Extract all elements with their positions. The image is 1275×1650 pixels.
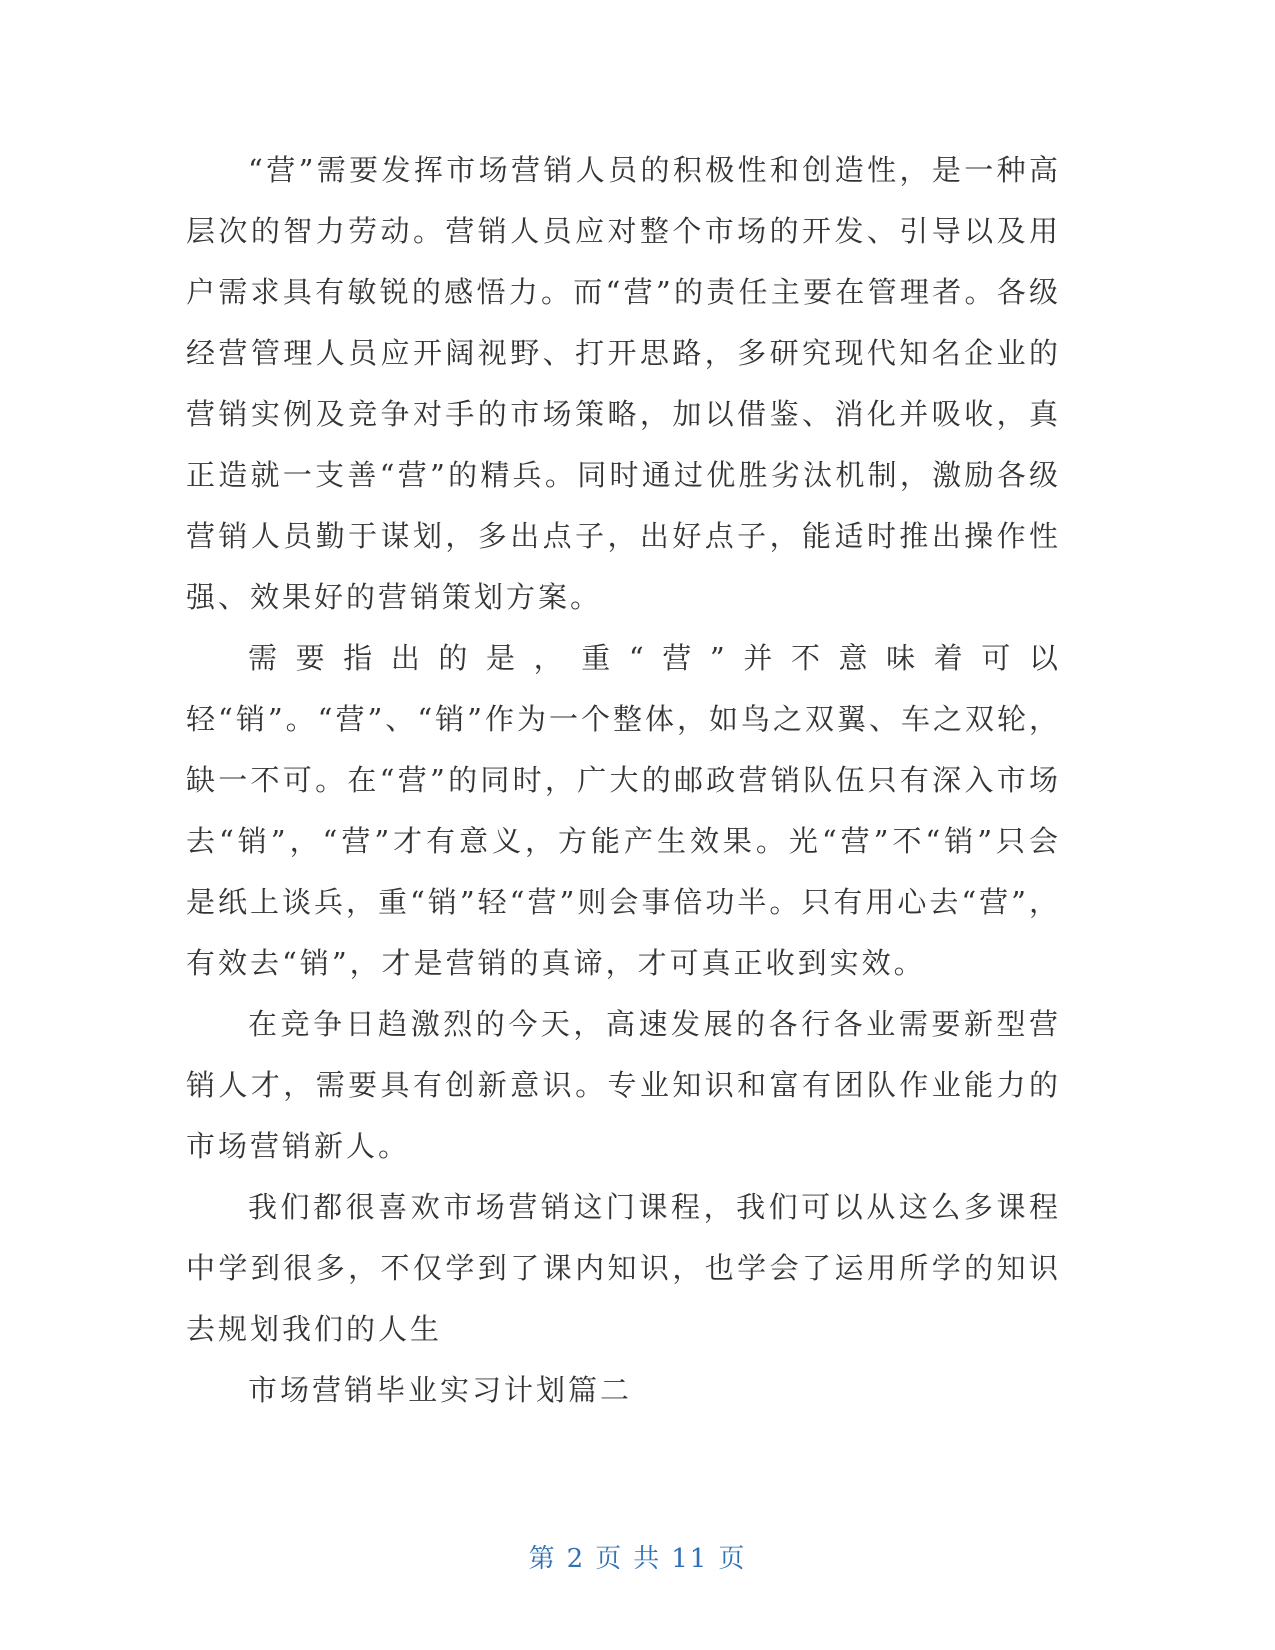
footer-total-pages: 11: [671, 1544, 709, 1574]
footer-prefix: 第: [528, 1544, 557, 1574]
paragraph-ying-xiao-balance: 需要指出的是，重“营”并不意味着可以轻“销”。“营”、“销”作为一个整体，如鸟之双翼、车之双轮，缺一不可。在“营”的同时，广大的邮政营销队伍只有深入市场去“销”，“营”才有意义，方能产生效果。光“营”不“销”只会是纸上谈兵，重“销”轻“营”则会事倍功半。只有用心去“营”，有效去“销”，才是营销的真谛，才可真正收到实效。: [186, 641, 1061, 980]
footer-total-word: 共: [633, 1544, 662, 1574]
paragraph-ying-role: “营”需要发挥市场营销人员的积极性和创造性，是一种高层次的智力劳动。营销人员应对整个市场的开发、引导以及用户需求具有敏锐的感悟力。而“营”的责任主要在管理者。各级经营管理人员应开阔视野、打开思路，多研究现代知名企业的营销实例及竞争对手的市场策略，加以借鉴、消化并吸收，真正造就一支善“营”的精兵。同时通过优胜劣汰机制，激励各级营销人员勤于谋划，多出点子，出好点子，能适时推出操作性强、效果好的营销策划方案。: [186, 153, 1061, 614]
footer-suffix: 页: [718, 1544, 747, 1574]
footer-page-word: 页: [595, 1544, 624, 1574]
paragraph-new-talent: 在竞争日趋激烈的今天，高速发展的各行各业需要新型营销人才，需要具有创新意识。专业知识和富有团队作业能力的市场营销新人。: [186, 1007, 1061, 1163]
section-heading: 市场营销毕业实习计划篇二: [248, 1373, 633, 1407]
footer-current-page: 2: [566, 1544, 586, 1574]
document-body: [186, 140, 1061, 1421]
paragraph-course-reflection: 我们都很喜欢市场营销这门课程，我们可以从这么多课程中学到很多，不仅学到了课内知识，也学会了运用所学的知识去规划我们的人生: [186, 1190, 1061, 1346]
page-footer: [0, 1538, 1275, 1575]
